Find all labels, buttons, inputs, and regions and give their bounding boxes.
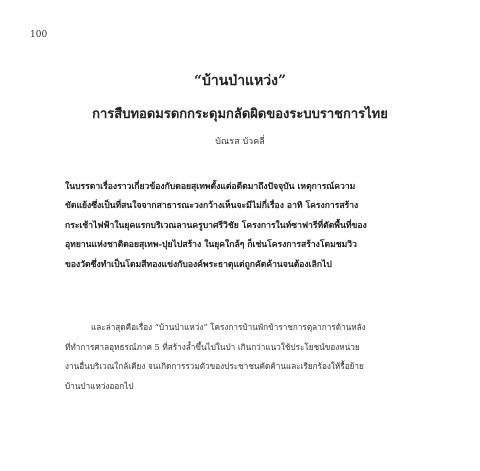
article-title: “บ้านป่าแหว่ง” <box>193 73 287 89</box>
paragraph-line: บ้านป่าแหว่งออกไป <box>65 380 134 391</box>
paragraph-line: ในบรรดาเรื่องราวเกี่ยวข้องกับดอยสุเทพตั้งแต่อดีตมาถึงปัจจุบัน เหตุการณ์ความ <box>65 182 356 192</box>
paragraph-line: ของวัดซึ่งทำเป็นโดมสีทองแข่งกับองค์พระธาตุแต่ถูกคัดค้านจนต้องเลิกไป <box>65 259 332 270</box>
intro-paragraph <box>65 178 437 275</box>
author-name: บัณรส บัวคลี่ <box>215 137 265 147</box>
paragraph-line: อุทยานแห่งชาติดอยสุเทพ-ปุยไปสร้าง ในยุคใกล้ๆ ก็เช่นโครงการสร้างโดมชมวิว <box>65 240 357 251</box>
body-paragraph <box>65 318 437 396</box>
paragraph-line: และล่าสุดคือเรื่อง “บ้านป่าแหว่ง” โครงการบ้านพักข้าราชการตุลาการด้านหลัง <box>91 322 366 332</box>
paragraph-line: กระเช้าไฟฟ้าในยุคแรกบริเวณลานครูบาศรีวิชัย โครงการในท์ซาฟารีที่ตัดพื้นที่ของ <box>65 220 367 231</box>
article-subtitle: การสืบทอดมรดกกระดุมกลัดผิดของระบบราชการไทย <box>92 107 388 122</box>
page-number: 100 <box>30 30 48 40</box>
paragraph-line: งานอื่นบริเวณใกล้เคียง จนเกิดการรวมตัวของประชาชนคัดค้านและเรียกร้องให้รื้อย้าย <box>65 361 364 372</box>
paragraph-line: ที่ทำการศาลอุทธรณ์ภาค 5 ที่สร้างล้ำขึ้นไปในป่า เกินกว่าแนวใช้ประโยชน์ของหน่วย <box>65 341 360 352</box>
paragraph-line: ขัดแย้งซึ่งเป็นที่สนใจจากสาธารณะวงกว้างเห็นจะมีไม่กี่เรื่อง อาทิ โครงการสร้าง <box>65 201 359 212</box>
